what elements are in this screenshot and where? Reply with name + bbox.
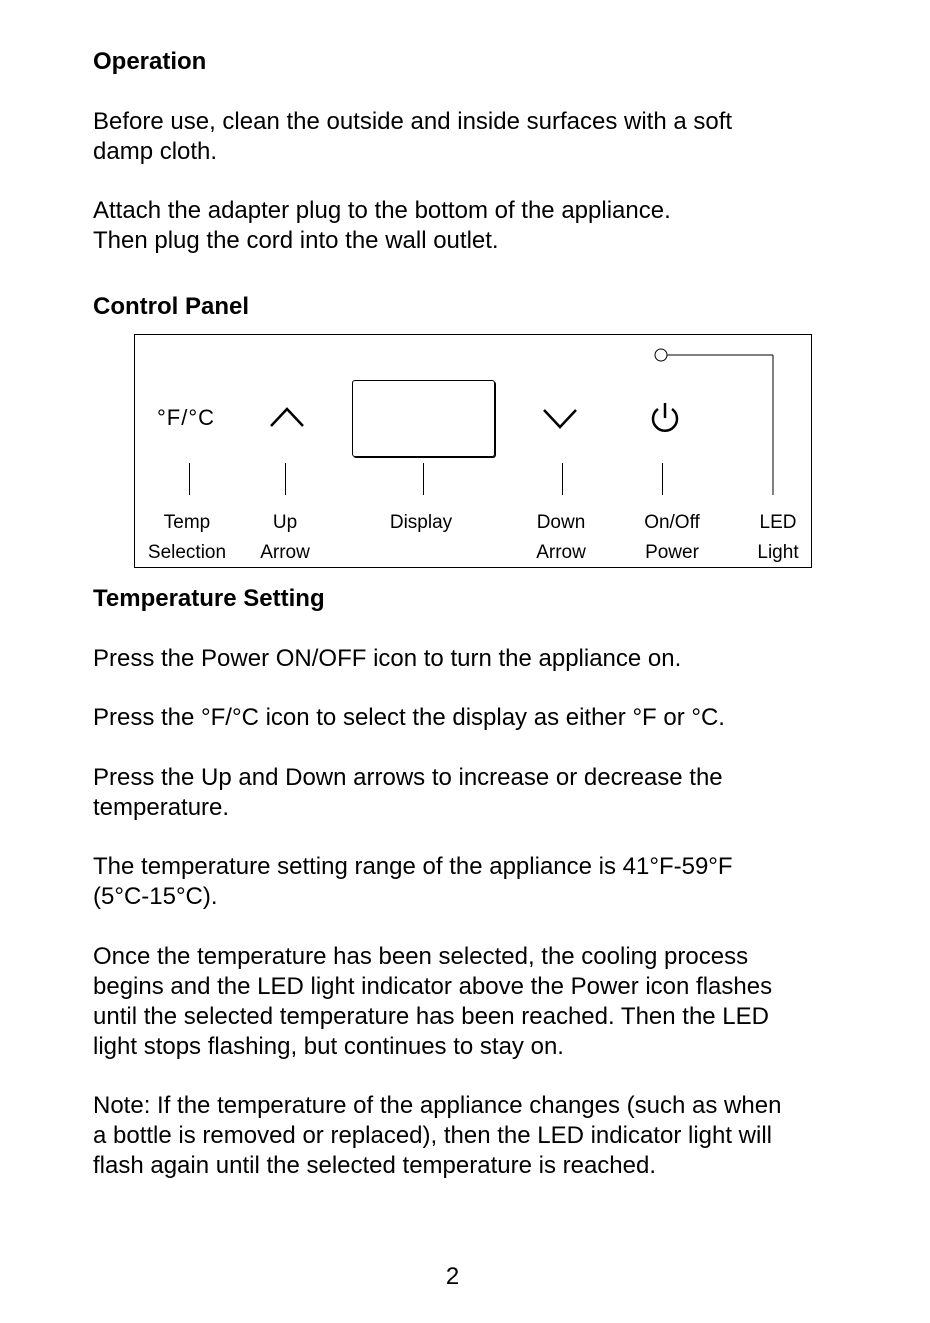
operation-plug-instructions: Attach the adapter plug to the bottom of the appliance. Then plug the cord into the wall outlet. xyxy=(93,197,671,254)
down-arrow-tick xyxy=(562,463,563,495)
control-panel-diagram xyxy=(134,334,812,568)
temp-selection-tick xyxy=(189,463,190,495)
chevron-up-icon xyxy=(269,405,307,429)
power-on-instructions: Press the Power ON/OFF icon to turn the appliance on. xyxy=(93,645,682,672)
control-panel-heading: Control Panel xyxy=(93,293,250,320)
arrow-instructions: Press the Up and Down arrows to increase or decrease the temperature. xyxy=(93,764,723,821)
operation-clean-instructions: Before use, clean the outside and inside surfaces with a soft damp cloth. xyxy=(93,108,733,165)
temperature-setting-heading: Temperature Setting xyxy=(93,585,325,612)
temperature-range-text: The temperature setting range of the appliance is 41°F-59°F (5°C-15°C). xyxy=(93,853,733,910)
on-off-power-label: On/Off Power xyxy=(644,512,700,563)
display-tick xyxy=(423,463,424,495)
temp-selection-label: Temp Selection xyxy=(147,512,227,563)
up-arrow-label: Up Arrow xyxy=(260,512,310,563)
power-tick xyxy=(662,463,663,495)
cooling-process-text: Once the temperature has been selected, the cooling process begins and the LED light indicator above the Power icon flashes until the selected temperature has been reached. Then the LED light stops flashing, but continues to stay on. xyxy=(93,943,773,1060)
chevron-down-icon xyxy=(542,407,580,431)
power-icon xyxy=(648,400,682,436)
note-text: Note: If the temperature of the appliance changes (such as when a bottle is removed or replaced), then the LED indicator light will flash again until the selected temperature is reached. xyxy=(93,1092,782,1179)
down-arrow-label: Down Arrow xyxy=(536,512,586,563)
page-number: 2 xyxy=(445,1263,460,1290)
display-screen xyxy=(352,380,495,457)
display-label: Display xyxy=(389,512,453,533)
operation-heading: Operation xyxy=(93,48,207,75)
led-light-label: LED Light xyxy=(757,512,799,563)
unit-select-instructions: Press the °F/°C icon to select the display as either °F or °C. xyxy=(93,704,725,731)
fahrenheit-celsius-icon: °F/°C xyxy=(157,405,216,430)
up-arrow-tick xyxy=(285,463,286,495)
